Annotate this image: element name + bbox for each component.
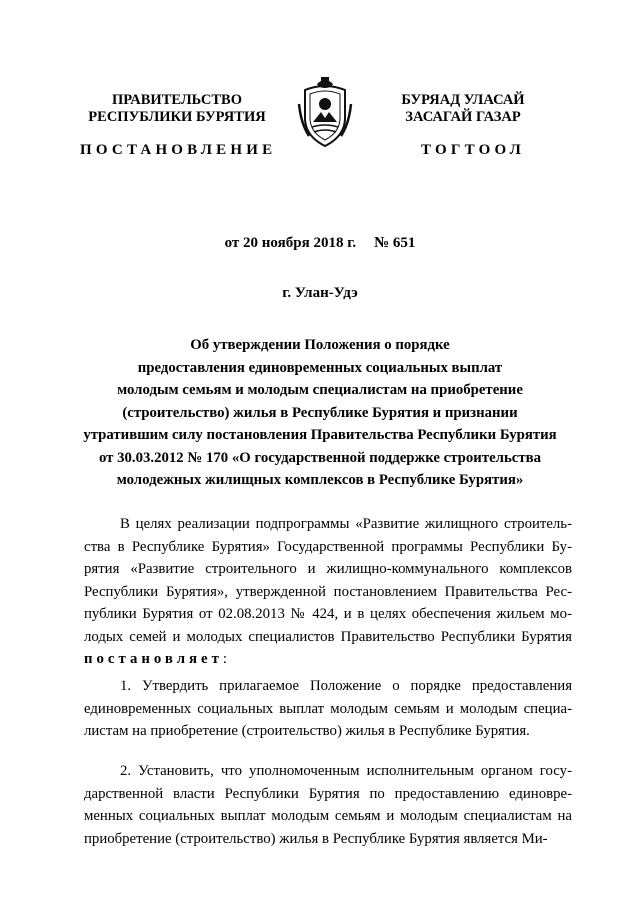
header-left-line2: РЕСПУБЛИКИ БУРЯТИЯ: [88, 109, 266, 125]
document-kind-buryat: ТОГТООЛ: [421, 142, 525, 158]
preamble-paragraph: [84, 513, 572, 671]
title-line: Об утверждении Положения о порядке: [190, 337, 450, 353]
decree-colon: :: [222, 651, 227, 667]
title-line: утратившим силу постановления Правительства Республики Бурятия: [83, 427, 557, 443]
preamble-text: В целях реализации подпрограммы «Развитие жилищного строительства в Республике Бурятия» Государственной программы Республики Бурятия «Развитие строительного и жилищно-коммунального комплексов Республики Бурятия», утвержденной постановлением Правительства Республики Бурятия от 02.08.2013 № 424, и в целях обеспечения жильем молодых семей и молодых специалистов Правительство Республики Бурятия: [84, 516, 572, 645]
clause-1: 1. Утвердить прилагаемое Положение о порядке предоставления единовременных социальных выплат молодым семьям и молодым специалистам на приобретение (строительство) жилья в Республике Бурятия.: [84, 678, 572, 739]
title-line: от 30.03.2012 № 170 «О государственной поддержке строительства: [98, 449, 542, 466]
decree-word: постановляет: [84, 651, 223, 667]
title-line: молодежных жилищных комплексов в Республике Бурятия»: [116, 472, 524, 488]
document-city: г. Улан-Удэ: [282, 285, 358, 301]
document-date: от 20 ноября 2018 г.: [224, 235, 357, 251]
document-kind-russian: ПОСТАНОВЛЕНИЕ: [80, 142, 277, 158]
title-line: молодым семьям и молодым специалистам на приобретение: [117, 382, 523, 398]
header-right-line2: ЗАСАГАЙ ГАЗАР: [405, 109, 521, 125]
header-left-line1: ПРАВИТЕЛЬСТВО: [112, 92, 242, 108]
header-right: [368, 92, 558, 126]
document-number: № 651: [374, 235, 416, 251]
title-line: (строительство) жилья в Республике Бурятия и признании: [122, 404, 518, 421]
header-right-line1: БУРЯАД УЛАСАЙ: [401, 92, 525, 108]
document-title: [60, 334, 580, 492]
clause-2: 2. Установить, что уполномоченным исполнительным органом государственной власти Республики Бурятия по предоставлению единовременных социальных выплат молодым семьям и молодым специалистам на приобретение (строительство) жилья в Республике Бурятия является Ми-: [84, 763, 572, 847]
header-left: [82, 92, 272, 126]
title-line: предоставления единовременных социальных выплат: [137, 359, 503, 376]
coat-of-arms-icon: [297, 74, 353, 150]
date-number-line: [0, 235, 640, 252]
